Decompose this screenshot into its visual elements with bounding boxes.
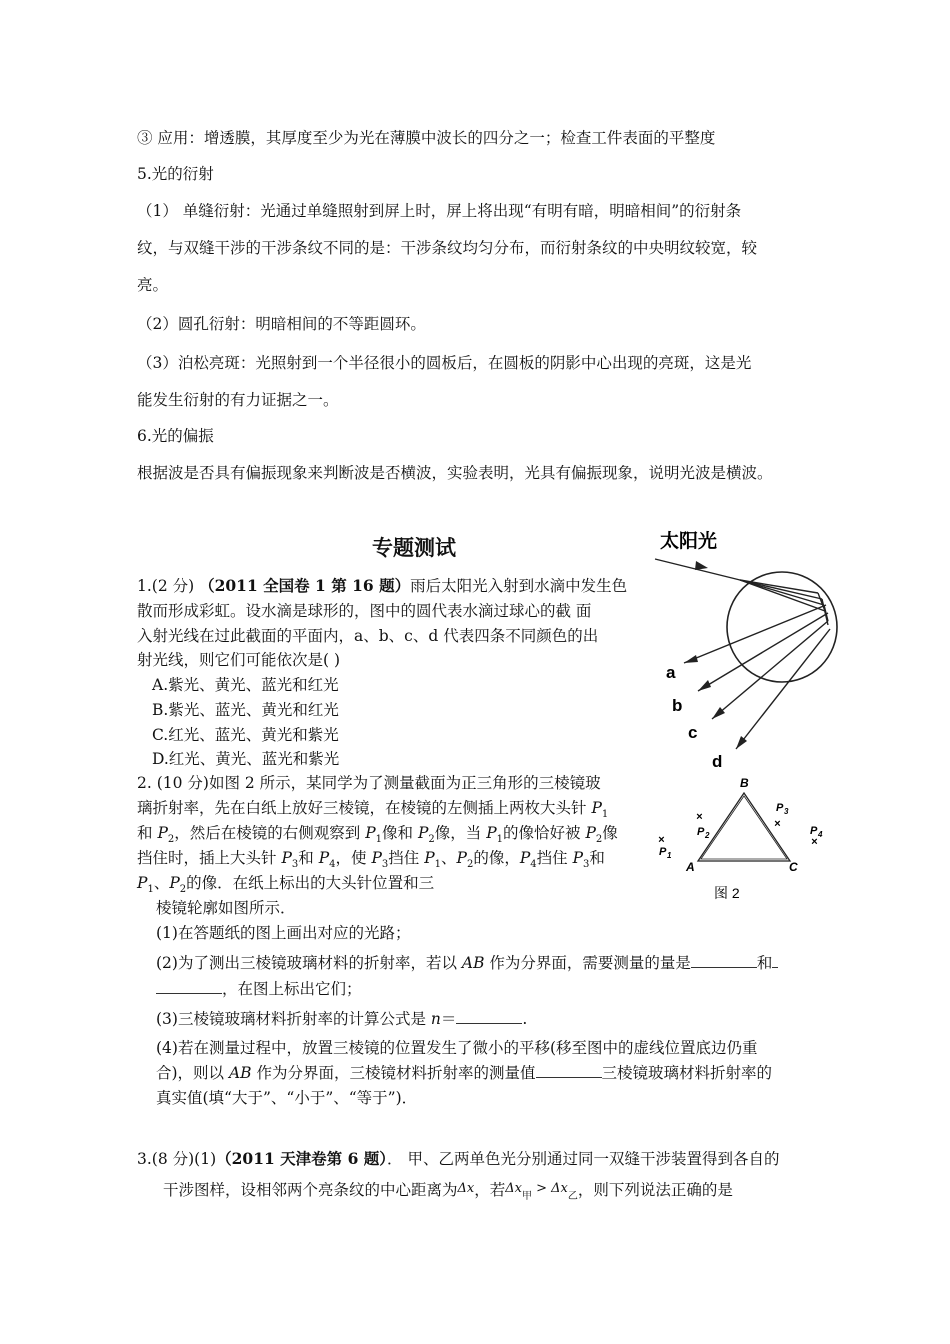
p1-symbol: P	[137, 874, 148, 892]
q2-l4-block2: 挡住	[536, 849, 573, 867]
p3-sub: 3	[381, 859, 389, 871]
heading-diffraction: 5.光的衍射	[137, 165, 214, 183]
p2-symbol: P	[169, 874, 180, 892]
p4-symbol: P	[519, 849, 531, 867]
q1-line-1	[137, 575, 627, 597]
q1-line-3: 入射光线在过此截面的平面内，a、b、c、d 代表四条不同颜色的出	[137, 627, 599, 645]
q2-sub-4-line-1: (4)若在测量过程中，放置三棱镜的位置发生了微小的平移(移至图中的虚线位置底边仍重	[156, 1039, 758, 1057]
p3-symbol: P	[371, 849, 382, 867]
q2-l4-and: 和	[298, 849, 319, 867]
q2-s2-text-a: (2)为了测出三棱镜玻璃材料的折射率，若以	[156, 954, 462, 972]
sun-label: 太阳光	[660, 531, 718, 552]
single-slit-line-1: （1） 单缝衍射：光通过单缝照射到屏上时，屏上将出现“有明有暗，明暗相间”的衍射条	[137, 202, 742, 220]
q2-s2-text-d: ，在图上标出它们；	[222, 980, 362, 998]
q2-l3-and: 和	[137, 824, 158, 842]
p2-symbol: P	[157, 824, 168, 842]
pin-markers	[658, 802, 823, 860]
vertex-c-label: C	[789, 860, 798, 874]
q2-line-1: 2. (10 分)如图 2 所示，某同学为了测量截面为正三角形的三棱镜玻	[137, 774, 601, 792]
circular-hole-line: （2）圆孔衍射：明暗相间的不等距圆环。	[137, 315, 426, 333]
p2-sub: 2	[466, 859, 474, 871]
q2-s2-text-b: 作为分界面，需要测量的量是	[484, 954, 691, 972]
delta-x-symbol: Δx	[457, 1181, 475, 1196]
q2-sub-2	[156, 952, 778, 974]
p1-sub: 1	[147, 884, 154, 896]
greater-than: >	[532, 1181, 552, 1196]
q3-text-4: ，则下列说法正确的是	[577, 1181, 733, 1199]
q2-s3-equals: ＝	[440, 1010, 457, 1028]
p1-symbol: P	[424, 849, 435, 867]
q2-l3-blocked: 的像恰好被	[503, 824, 586, 842]
prism-figure	[648, 775, 838, 905]
q2-l5-comma: 、	[153, 874, 170, 892]
vertex-a-label: A	[686, 860, 695, 874]
q3-text-1: ． 甲、乙两单色光分别通过同一双缝干涉装置得到各自的	[387, 1150, 780, 1168]
q2-line-2-text: 璃折射率，先在白纸上放好三棱镜，在棱镜的左侧插上两枚大头针	[137, 799, 587, 817]
q2-l4-block: 挡住	[388, 849, 425, 867]
q2-s4-text-d: 三棱镜玻璃材料折射率的	[601, 1064, 773, 1082]
q1-number: 1.(2 分)	[137, 577, 195, 595]
p4-sub: 4	[329, 859, 336, 871]
svg-text:2: 2	[705, 831, 710, 840]
p2-symbol: P	[585, 824, 596, 842]
q2-sub-4-line-2	[156, 1062, 772, 1084]
label-a: a	[666, 663, 676, 682]
q2-s3-period: .	[522, 1010, 528, 1028]
q3-text-2: 干涉图样，设相邻两个亮条纹的中心距离为	[163, 1181, 458, 1199]
p4-sub: 4	[530, 859, 537, 871]
q2-l4-comma: 、	[441, 849, 457, 867]
svg-text:3: 3	[784, 807, 789, 816]
q1-option-b: B.紫光、蓝光、黄光和红光	[152, 701, 339, 719]
q2-sub-4-line-3: 真实值(填“大于”、“小于”、“等于”)．	[156, 1089, 418, 1107]
poisson-spot-line-2: 能发生衍射的有力证据之一。	[137, 391, 339, 409]
svg-text:P: P	[697, 826, 705, 838]
answer-blank-4[interactable]	[536, 1063, 602, 1078]
svg-text:P: P	[659, 846, 667, 858]
ray-a	[684, 605, 826, 663]
svg-text:×: ×	[658, 834, 665, 846]
figure-2-caption: 图 2	[714, 885, 740, 901]
p2-sub: 2	[167, 834, 175, 846]
q3-line-1	[137, 1148, 779, 1170]
svg-text:×: ×	[811, 836, 818, 848]
answer-blank-2[interactable]	[156, 979, 222, 994]
ray-d	[736, 629, 830, 749]
heading-polarization: 6.光的偏振	[137, 427, 214, 445]
delta-x-jia-symbol: Δx	[505, 1181, 522, 1196]
p3-sub: 3	[291, 859, 299, 871]
poisson-spot-line-1: （3）泊松亮斑：光照射到一个半径很小的圆板后，在圆板的阴影中心出现的亮斑，这是光	[137, 354, 752, 372]
p2-sub: 2	[428, 834, 435, 846]
label-d: d	[712, 752, 723, 771]
label-b: b	[672, 696, 683, 715]
p3-sub: 3	[583, 859, 590, 871]
q2-l3-image-and: 像和	[382, 824, 418, 842]
q2-l4-images: 的像，	[473, 849, 520, 867]
svg-text:1: 1	[667, 851, 672, 860]
answer-blank-3[interactable]	[456, 1009, 522, 1024]
svg-text:×: ×	[696, 811, 703, 823]
svg-text:P: P	[776, 802, 784, 814]
q1-option-a: A.紫光、黄光、蓝光和红光	[152, 676, 339, 694]
q3-text-3: ，若	[474, 1181, 506, 1199]
q2-sub-1: (1)在答题纸的图上画出对应的光路；	[156, 924, 411, 942]
p1-sub: 1	[601, 809, 609, 821]
intro-line-application: ③ 应用：增透膜，其厚度至少为光在薄膜中波长的四分之一；检查工件表面的平整度	[137, 129, 716, 147]
q2-s3-text-a: (3)三棱镜玻璃材料折射率的计算公式是	[156, 1010, 431, 1028]
ab-symbol: AB	[461, 954, 485, 972]
delta-x-yi-symbol: Δx	[551, 1181, 568, 1196]
single-slit-line-2: 纹，与双缝干涉的干涉条纹不同的是：干涉条纹均匀分布，而衍射条纹的中央明纹较宽，较	[137, 239, 758, 257]
answer-blank-2-start[interactable]	[772, 953, 778, 968]
ab-symbol: AB	[228, 1064, 252, 1082]
p3-symbol: P	[281, 849, 292, 867]
q2-l4-insert: 挡住时，插上大头针	[137, 849, 282, 867]
q2-sub-2-cont	[156, 978, 362, 1000]
q2-sub-3	[156, 1008, 527, 1030]
answer-blank-1[interactable]	[691, 953, 757, 968]
q2-l4-make: ，使	[335, 849, 372, 867]
section-title: 专题测试	[372, 536, 456, 560]
p1-symbol: P	[365, 824, 376, 842]
svg-text:4: 4	[818, 830, 823, 839]
q2-l3-image: 像	[602, 824, 618, 842]
q3-line-2	[163, 1178, 733, 1208]
q2-s4-text-b: 合)，则以	[156, 1064, 229, 1082]
p1-symbol: P	[591, 799, 602, 817]
p1-symbol: P	[486, 824, 497, 842]
q2-line-6: 棱镜轮廓如图所示．	[156, 899, 296, 917]
p4-symbol: P	[318, 849, 330, 867]
q1-text-1: 雨后太阳光入射到水滴中发生色	[410, 577, 628, 595]
q3-source: （2011 天津卷第 6 题）	[216, 1149, 388, 1168]
p2-symbol: P	[456, 849, 467, 867]
arrowheads	[684, 561, 747, 749]
raindrop-dispersion-figure	[650, 525, 870, 775]
p3-symbol: P	[572, 849, 584, 867]
rays	[655, 559, 830, 749]
q2-s2-and: 和	[756, 954, 773, 972]
q2-s4-text-c: 作为分界面，三棱镜材料折射率的测量值	[251, 1064, 536, 1082]
polarization-line: 根据波是否具有偏振现象来判断波是否横波，实验表明，光具有偏振现象，说明光波是横波。	[137, 464, 773, 482]
q1-option-d: D.红光、黄光、蓝光和紫光	[152, 750, 340, 768]
q2-l3-when: 像，当	[434, 824, 487, 842]
q2-l4-and2: 和	[589, 849, 605, 867]
q1-option-c: C.红光、蓝光、黄光和紫光	[152, 726, 339, 744]
p2-symbol: P	[417, 824, 429, 842]
jia-sub: 甲	[522, 1191, 532, 1203]
p1-sub: 1	[375, 834, 382, 846]
single-slit-line-3: 亮。	[137, 276, 169, 294]
p2-sub: 2	[179, 884, 187, 896]
label-c: c	[688, 723, 698, 742]
q3-number: 3.(8 分)(1)	[137, 1150, 217, 1168]
svg-text:P: P	[810, 825, 818, 837]
svg-text:×: ×	[774, 818, 781, 830]
ray-c	[712, 621, 828, 719]
q1-line-2: 散而形成彩虹。设水滴是球形的，图中的圆代表水滴过球心的截 面	[137, 602, 592, 620]
n-symbol: n	[430, 1010, 441, 1028]
q2-l5-text: 的像．在纸上标出的大头针位置和三	[186, 874, 435, 892]
q2-l3-observe: ，然后在棱镜的右侧观察到	[174, 824, 366, 842]
q1-line-4: 射光线，则它们可能依次是( )	[137, 651, 341, 669]
p2-sub: 2	[595, 834, 603, 846]
p1-sub: 1	[434, 859, 441, 871]
vertex-b-label: B	[740, 776, 749, 790]
q1-source: （2011 全国卷 1 第 16 题）	[199, 576, 411, 595]
p1-sub: 1	[496, 834, 503, 846]
yi-sub: 乙	[567, 1191, 578, 1203]
